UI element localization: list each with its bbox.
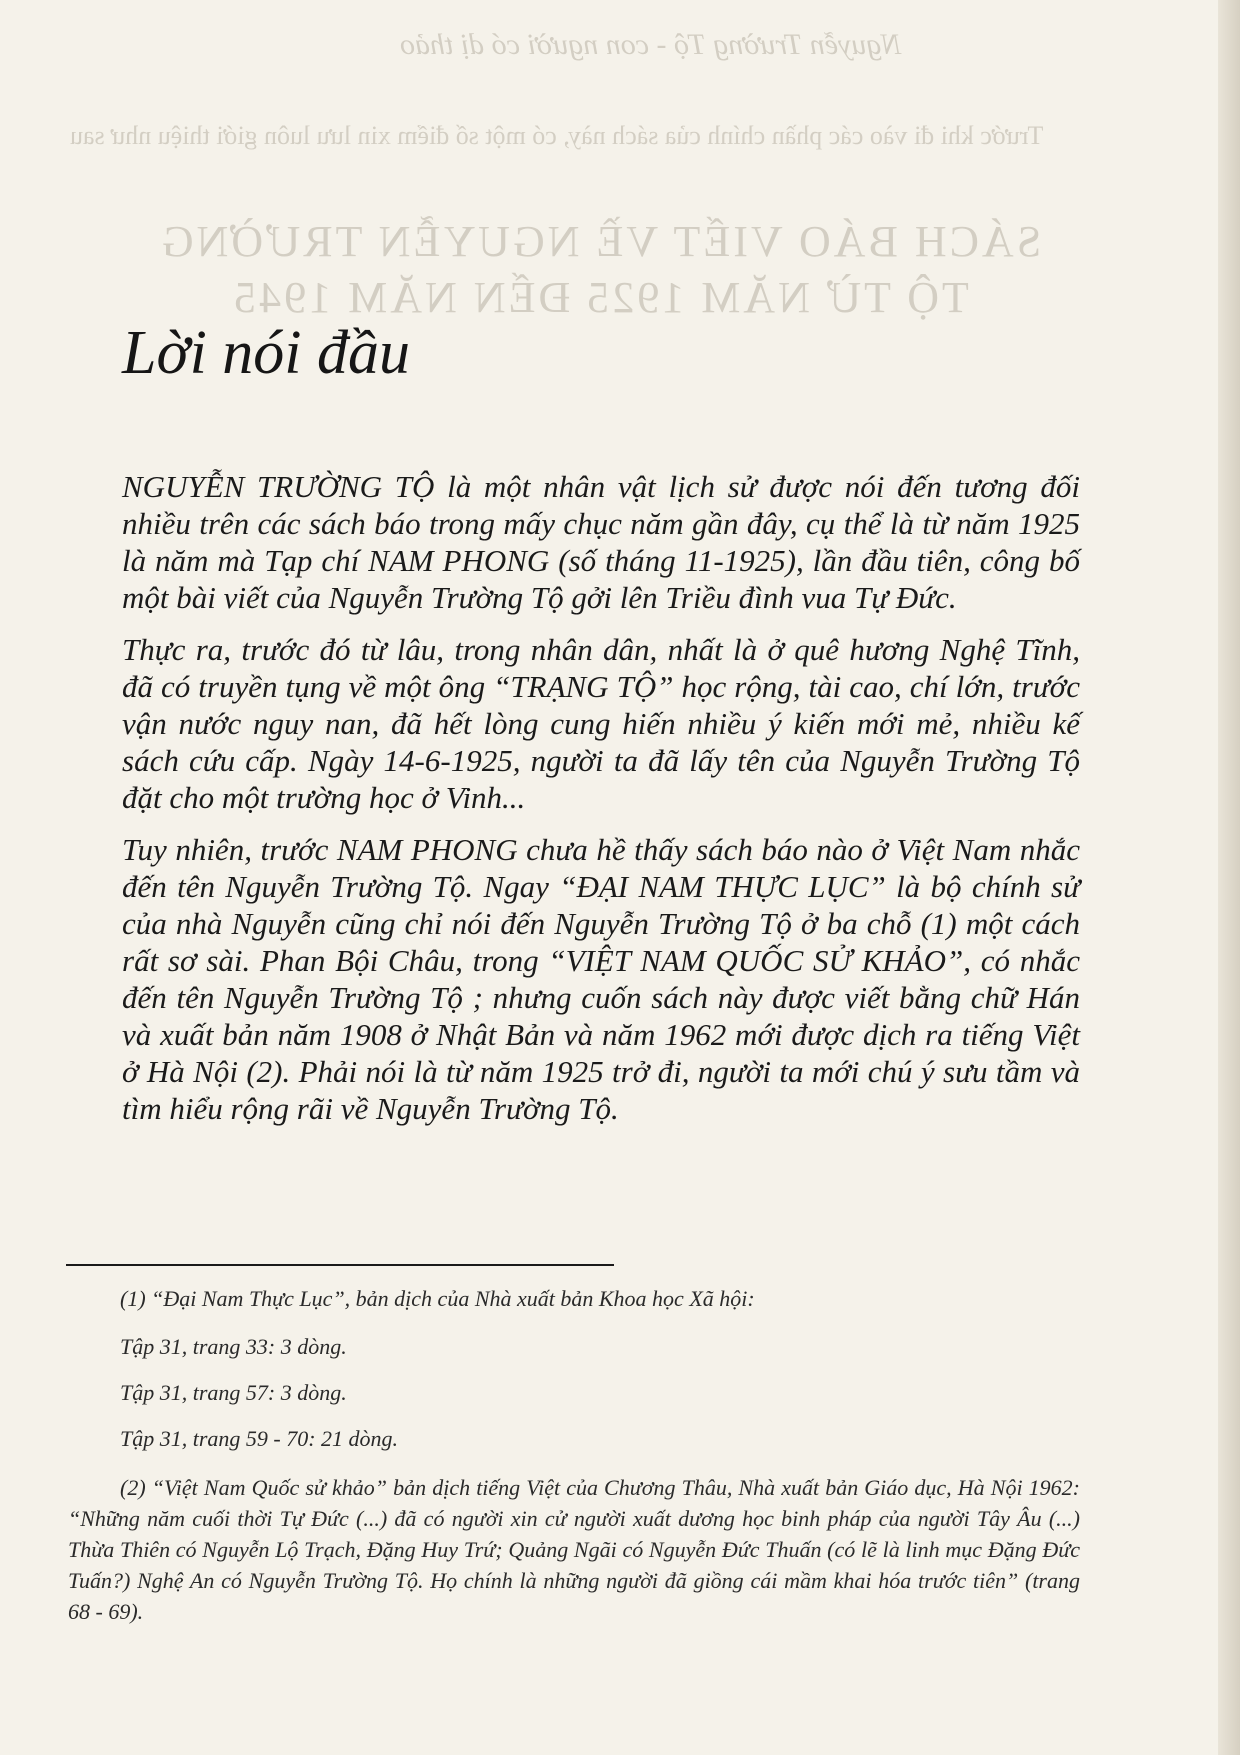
page-edge (1218, 0, 1240, 1755)
footnote-1: (1) “Đại Nam Thực Lục”, bản dịch của Nhà xuất bản Khoa học Xã hội: (120, 1286, 755, 1311)
footnote-1-item: Tập 31, trang 59 - 70: 21 dòng. (120, 1426, 399, 1451)
footnote-divider (66, 1264, 614, 1266)
body-text (122, 468, 1080, 1142)
footnote-1-item: Tập 31, trang 33: 3 dòng. (120, 1334, 347, 1359)
bleed-through-intro: Trước khi đi vào các phần chính của sách này, có một số điểm xin lưu luôn giới thiệu như sau (70, 121, 1044, 150)
bleed-through-heading: SÁCH BÁO VIẾT VỀ NGUYỄN TRƯỜNG TỘ TỪ NĂM 1925 ĐẾN NĂM 1945 (158, 217, 1042, 322)
footnote-2: (2) “Việt Nam Quốc sử khảo” bản dịch tiếng Việt của Chương Thâu, Nhà xuất bản Giáo dục, Hà Nội 1962: “Những năm cuối thời Tự Đức (...) đã có người xin cử người xuất dương học binh pháp của người Tây Âu (...) Thừa Thiên có Nguyễn Lộ Trạch, Đặng Huy Trứ; Quảng Ngãi có Nguyễn Đức Thuấn (có lẽ là linh mục Đặng Đức Tuấn?) Nghệ An có Nguyễn Trường Tộ. Họ chính là những người đã giồng cái mầm khai hóa trước tiên” (trang 68 - 69). (68, 1475, 1080, 1624)
paragraph: Tuy nhiên, trước NAM PHONG chưa hề thấy sách báo nào ở Việt Nam nhắc đến tên Nguyễn Trường Tộ. Ngay “ĐẠI NAM THỰC LỤC” là bộ chính sử của nhà Nguyễn cũng chỉ nói đến Nguyễn Trường Tộ ở ba chỗ (1) một cách rất sơ sài. Phan Bội Châu, trong “VIỆT NAM QUỐC SỬ KHẢO”, có nhắc đến tên Nguyễn Trường Tộ ; nhưng cuốn sách này được viết bằng chữ Hán và xuất bản năm 1908 ở Nhật Bản và năm 1962 mới được dịch ra tiếng Việt ở Hà Nội (2). Phải nói là từ năm 1925 trở đi, người ta mới chú ý sưu tầm và tìm hiểu rộng rãi về Nguyễn Trường Tộ. (122, 832, 1080, 1126)
paragraph: NGUYỄN TRƯỜNG TỘ là một nhân vật lịch sử được nói đến tương đối nhiều trên các sách báo trong mấy chục năm gần đây, cụ thể là từ năm 1925 là năm mà Tạp chí NAM PHONG (số tháng 11-1925), lần đầu tiên, công bố một bài viết của Nguyễn Trường Tộ gởi lên Triều đình vua Tự Đức. (122, 469, 1080, 615)
footnotes (68, 1284, 1080, 1627)
bleed-through-header: Nguyễn Trường Tộ - con người có dị thảo (400, 28, 902, 61)
page-title: Lời nói đầu (122, 319, 411, 387)
paragraph: Thực ra, trước đó từ lâu, trong nhân dân, nhất là ở quê hương Nghệ Tĩnh, đã có truyền tụng về một ông “TRẠNG TỘ” học rộng, tài cao, chí lớn, trước vận nước nguy nan, đã hết lòng cung hiến nhiều ý kiến mới mẻ, nhiều kế sách cứu cấp. Ngày 14-6-1925, người ta đã lấy tên của Nguyễn Trường Tộ đặt cho một trường học ở Vinh... (122, 632, 1080, 815)
footnote-1-item: Tập 31, trang 57: 3 dòng. (120, 1380, 347, 1405)
